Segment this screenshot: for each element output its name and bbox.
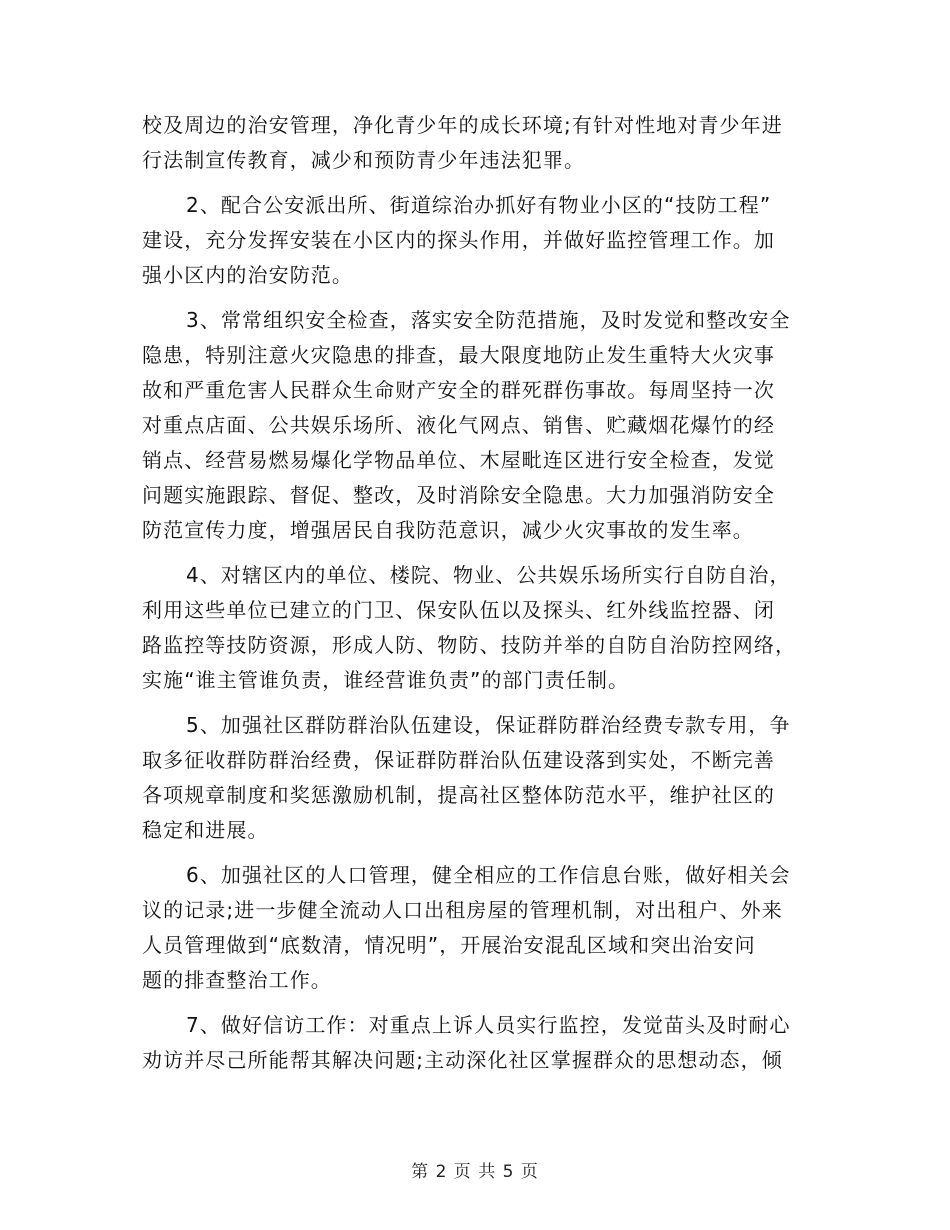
text-line: 路监控等技防资源，形成人防、物防、技防并举的自防自治防控网络， (142, 633, 797, 657)
paragraph-item-7 (142, 1008, 810, 1078)
text-line: 7、做好信访工作：对重点上诉人员实行监控，发觉苗头及时耐心 (186, 1013, 791, 1037)
text-line: 题的排查整治工作。 (142, 968, 332, 992)
text-line: 6、加强社区的人口管理，健全相应的工作信息台账，做好相关会 (186, 863, 791, 887)
text-line: 2、配合公安派出所、街道综治办抓好有物业小区的“技防工程” (186, 193, 772, 217)
paragraph-item-2 (142, 188, 810, 293)
text-line: 实施“谁主管谁负责，谁经营谁负责”的部门责任制。 (142, 668, 630, 692)
text-line: 5、加强社区群防群治队伍建设，保证群防群治经费专款专用，争 (186, 713, 791, 737)
page-number-footer: 第 2 页 共 5 页 (411, 1162, 539, 1182)
text-line: 建设，充分发挥安装在小区内的探头作用，并做好监控管理工作。加 (142, 228, 775, 252)
paragraph-item-5 (142, 708, 810, 848)
paragraph-continuation (142, 108, 810, 178)
text-line: 各项规章制度和奖惩激励机制，提高社区整体防范水平，维护社区的 (142, 783, 775, 807)
text-line: 4、对辖区内的单位、楼院、物业、公共娱乐场所实行自防自治， (186, 563, 791, 587)
text-line: 强小区内的治安防范。 (142, 263, 353, 287)
text-line: 劝访并尽己所能帮其解决问题;主动深化社区掌握群众的思想动态，倾 (142, 1048, 783, 1072)
text-line: 故和严重危害人民群众生命财产安全的群死群伤事故。每周坚持一次 (142, 378, 775, 402)
text-line: 隐患，特别注意火灾隐患的排查，最大限度地防止发生重特大火灾事 (142, 343, 775, 367)
paragraph-item-3 (142, 303, 810, 548)
text-line: 议的记录;进一步健全流动人口出租房屋的管理机制，对出租户、外来 (142, 898, 783, 922)
text-line: 行法制宣传教育，减少和预防青少年违法犯罪。 (142, 148, 586, 172)
text-line: 稳定和进展。 (142, 818, 269, 842)
text-line: 对重点店面、公共娱乐场所、液化气网点、销售、贮藏烟花爆竹的经 (142, 413, 775, 437)
text-line: 3、常常组织安全检查，落实安全防范措施，及时发觉和整改安全 (186, 308, 791, 332)
text-line: 利用这些单位已建立的门卫、保安队伍以及探头、红外线监控器、闭 (142, 598, 775, 622)
text-line: 人员管理做到“底数清，情况明”，开展治安混乱区域和突出治安问 (142, 933, 756, 957)
text-line: 防范宣传力度，增强居民自我防范意识，减少火灾事故的发生率。 (142, 518, 754, 542)
text-line: 销点、经营易燃易爆化学物品单位、木屋毗连区进行安全检查，发觉 (142, 448, 775, 472)
paragraph-item-6 (142, 858, 810, 998)
text-line: 校及周边的治安管理，净化青少年的成长环境;有针对性地对青少年进 (142, 113, 783, 137)
text-line: 问题实施跟踪、督促、整改，及时消除安全隐患。大力加强消防安全 (142, 483, 775, 507)
paragraph-item-4 (142, 558, 810, 698)
document-body (142, 108, 810, 1088)
text-line: 取多征收群防群治经费，保证群防群治队伍建设落到实处，不断完善 (142, 748, 775, 772)
